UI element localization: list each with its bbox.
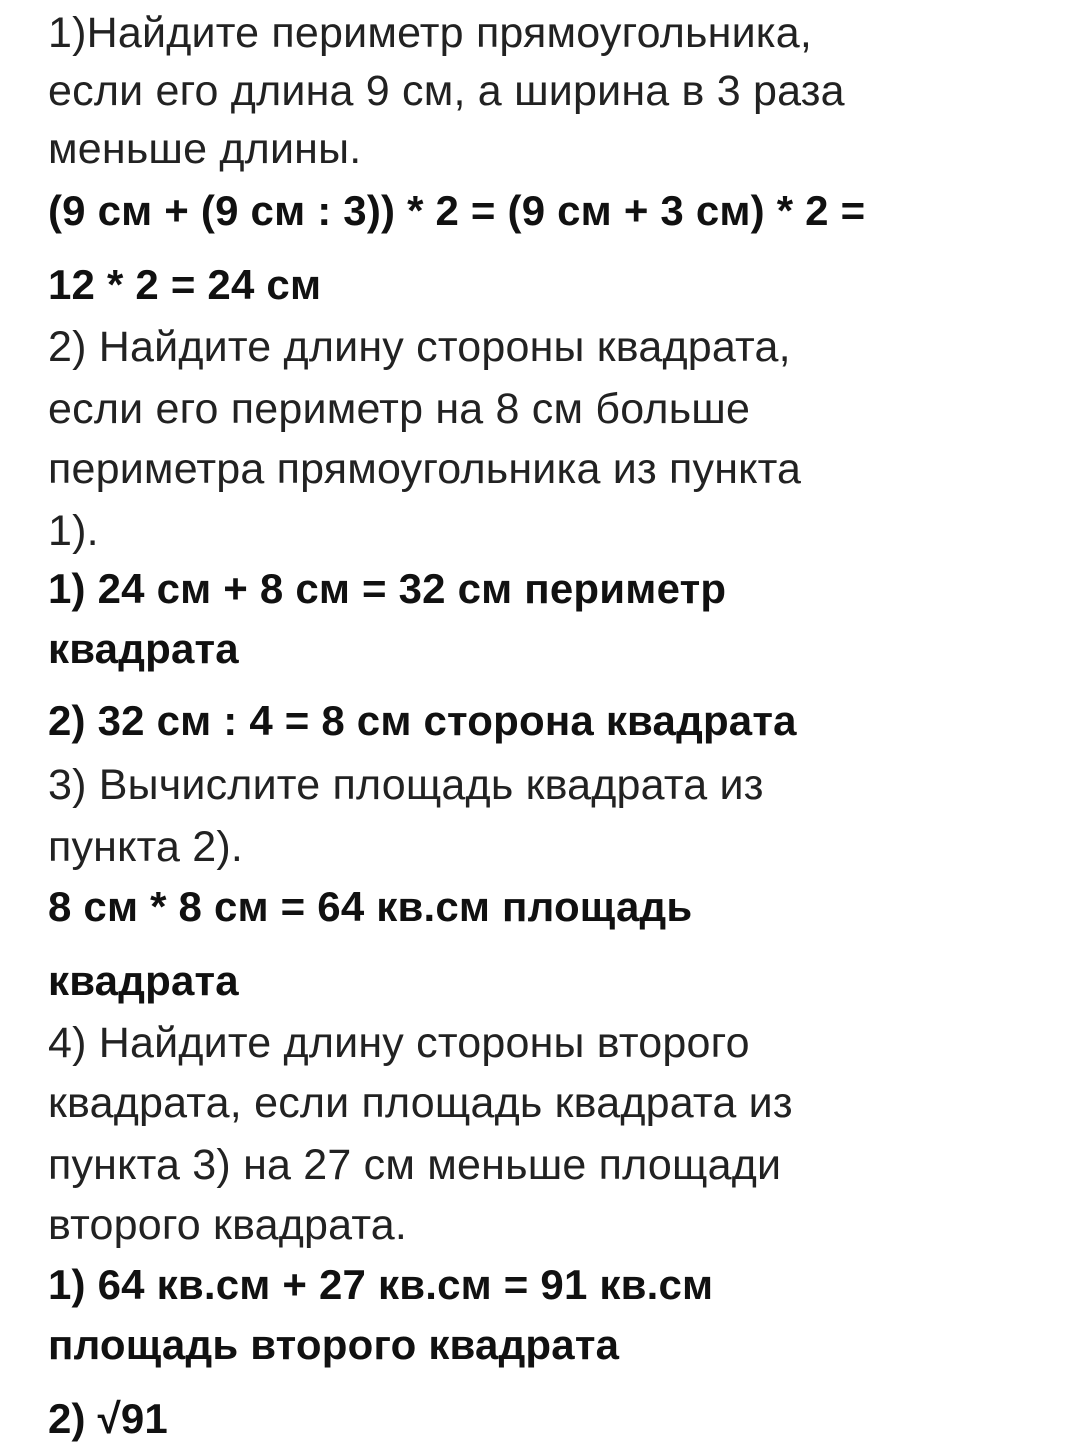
task-3-line-1: 3) Вычислите площадь квадрата из [48, 761, 764, 809]
answer-4-line-1: 1) 64 кв.см + 27 кв.см = 91 кв.см [48, 1261, 714, 1308]
answer-1-line-2: 12 * 2 = 24 см [48, 261, 322, 308]
task-2-line-2: если его периметр на 8 см больше [48, 385, 751, 433]
answer-4-line-3: 2) √91 [48, 1395, 168, 1442]
task-1-line-2: если его длина 9 см, а ширина в 3 раза [48, 67, 845, 115]
answer-2-line-2: квадрата [48, 625, 239, 672]
task-3-line-2: пункта 2). [48, 823, 244, 871]
task-2-line-4: 1). [48, 507, 99, 555]
answer-3-line-2: квадрата [48, 957, 239, 1004]
answer-4-line-2: площадь второго квадрата [48, 1321, 620, 1368]
answer-2-line-3: 2) 32 см : 4 = 8 см сторона квадрата [48, 697, 797, 744]
task-4-line-1: 4) Найдите длину стороны второго [48, 1019, 750, 1067]
task-1-line-3: меньше длины. [48, 125, 362, 173]
task-4-line-3: пункта 3) на 27 см меньше площади [48, 1141, 782, 1189]
task-4-line-4: второго квадрата. [48, 1201, 407, 1249]
task-2-line-1: 2) Найдите длину стороны квадрата, [48, 323, 791, 371]
task-4-line-2: квадрата, если площадь квадрата из [48, 1079, 793, 1127]
answer-3-line-1: 8 см * 8 см = 64 кв.см площадь [48, 883, 693, 930]
task-2-line-3: периметра прямоугольника из пункта [48, 445, 802, 493]
answer-2-line-1: 1) 24 см + 8 см = 32 см периметр [48, 565, 727, 612]
task-1-line-1: 1)Найдите периметр прямоугольника, [48, 9, 813, 57]
answer-1-line-1: (9 см + (9 см : 3)) * 2 = (9 см + 3 см) * 2 = [48, 187, 866, 234]
